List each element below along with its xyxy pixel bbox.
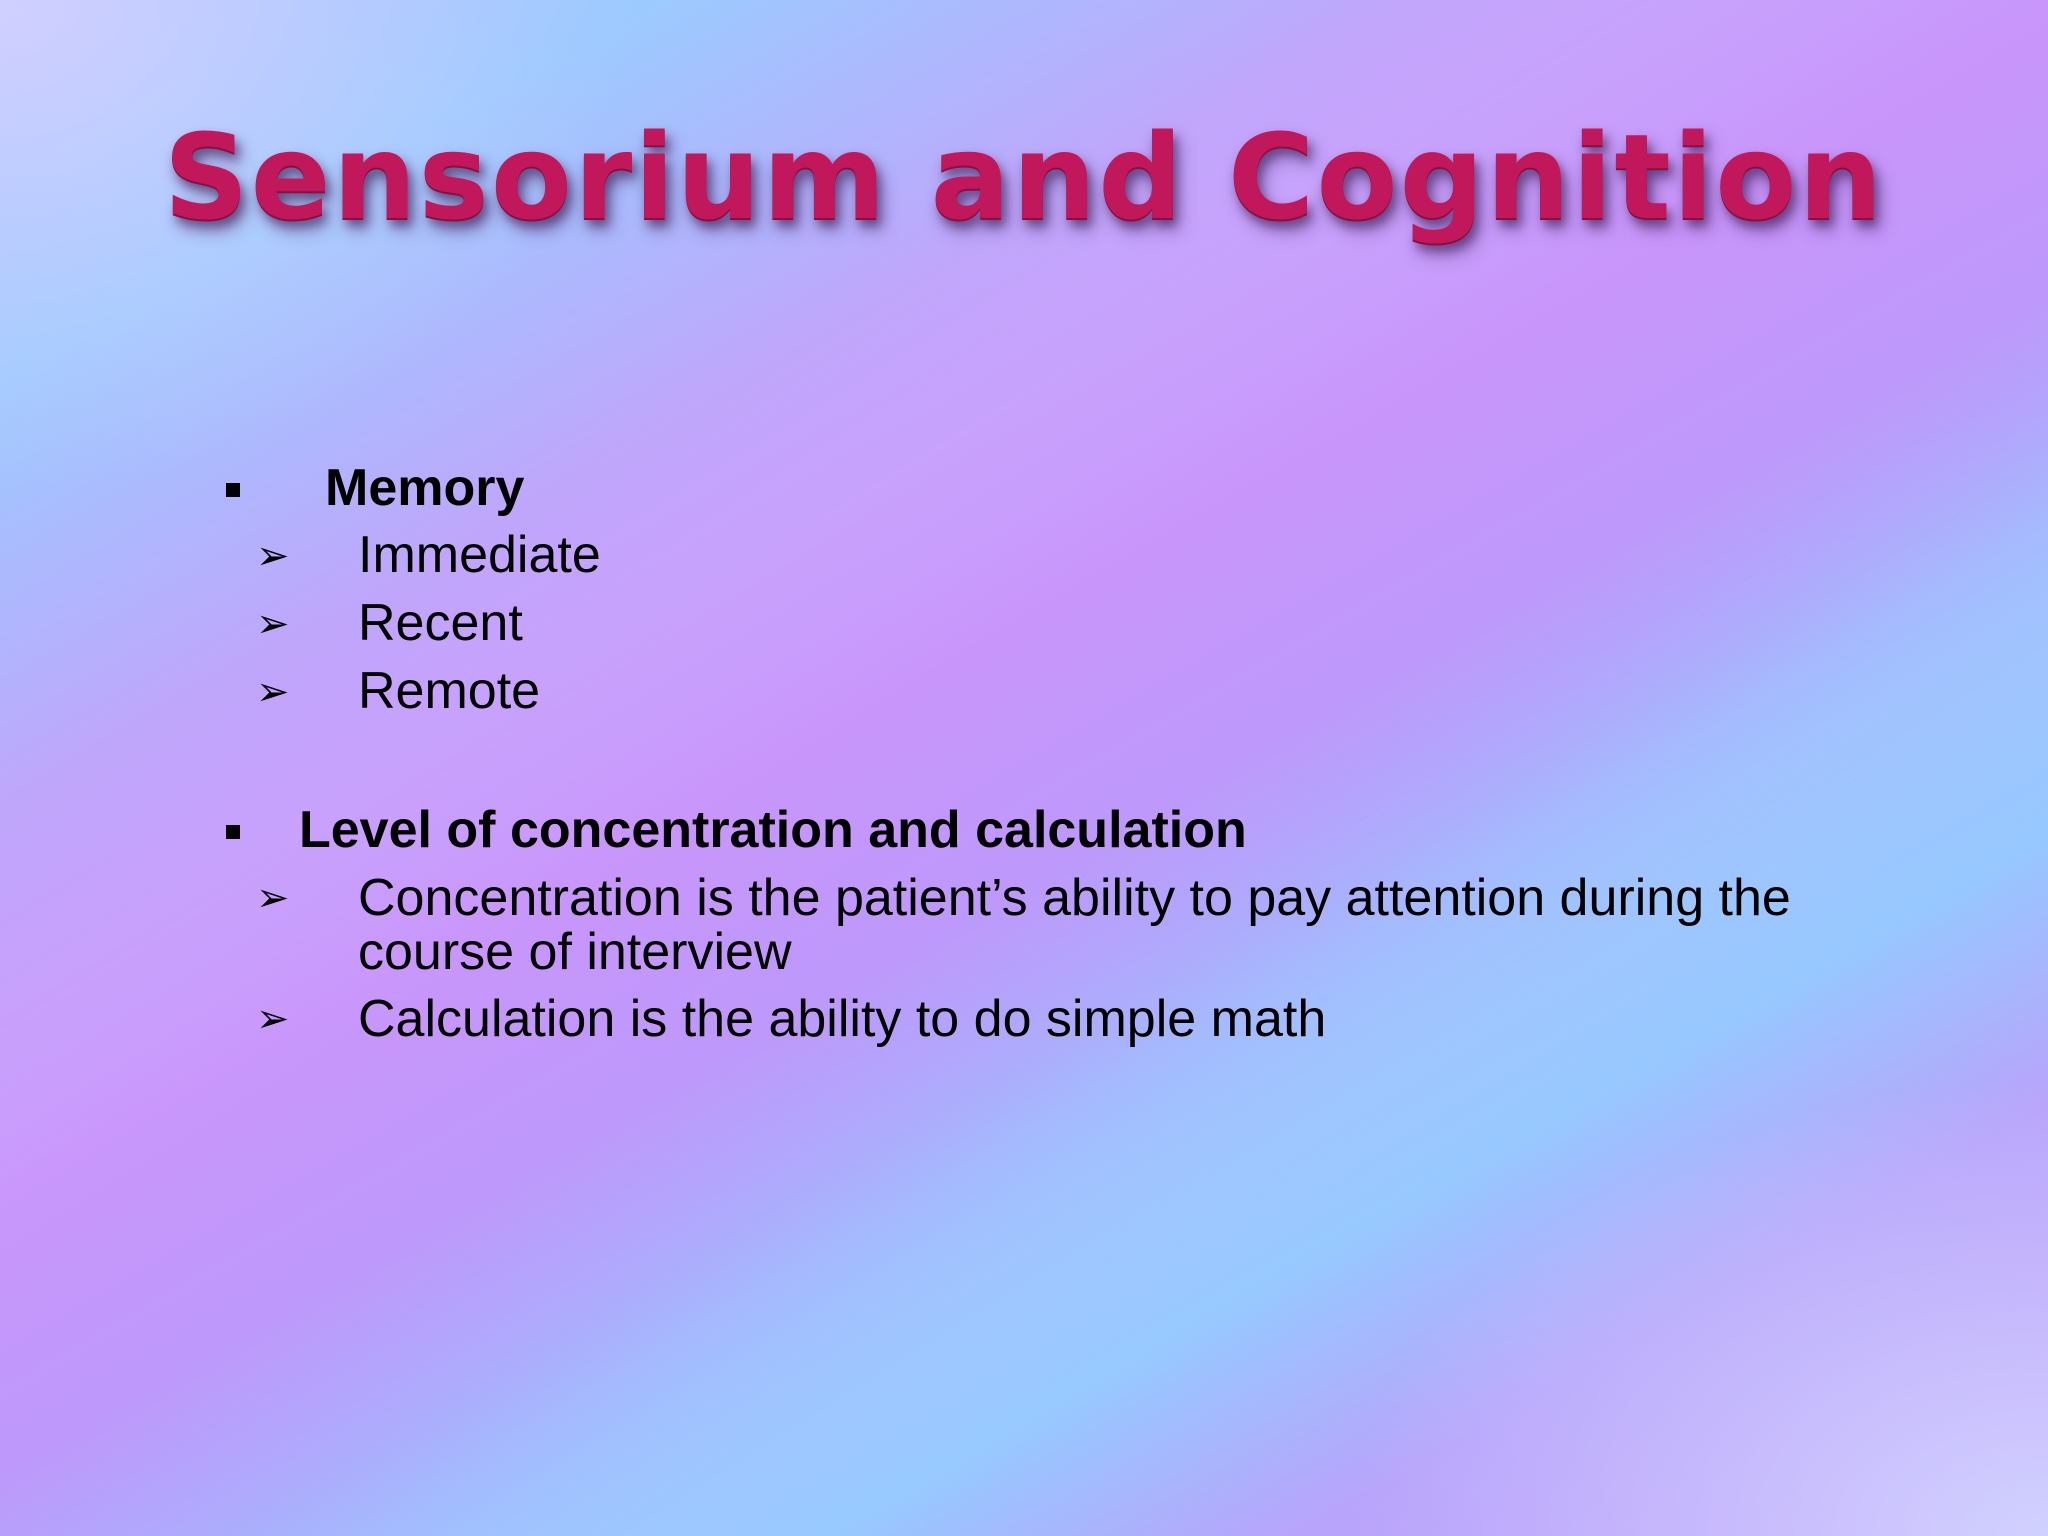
section-heading: Memory — [325, 459, 525, 517]
list-item: Recent — [358, 594, 523, 652]
slide-title: Sensorium and Cognition — [163, 108, 1885, 246]
list-item: Concentration is the patient’s ability to pay attention during the — [358, 869, 1791, 927]
list-item: Remote — [358, 662, 541, 720]
list-item: Immediate — [358, 526, 601, 584]
section-heading: Level of concentration and calculation — [299, 801, 1247, 859]
square-bullet-icon — [226, 825, 240, 839]
arrowhead-bullet-icon: ➢ — [256, 601, 290, 647]
arrowhead-bullet-icon: ➢ — [256, 996, 290, 1042]
list-item: Calculation is the ability to do simple math — [358, 990, 1327, 1048]
arrowhead-bullet-icon: ➢ — [256, 875, 290, 921]
arrowhead-bullet-icon: ➢ — [256, 669, 290, 715]
arrowhead-bullet-icon: ➢ — [256, 533, 290, 579]
square-bullet-icon — [226, 483, 240, 497]
list-item-continuation: course of interview — [358, 923, 792, 981]
